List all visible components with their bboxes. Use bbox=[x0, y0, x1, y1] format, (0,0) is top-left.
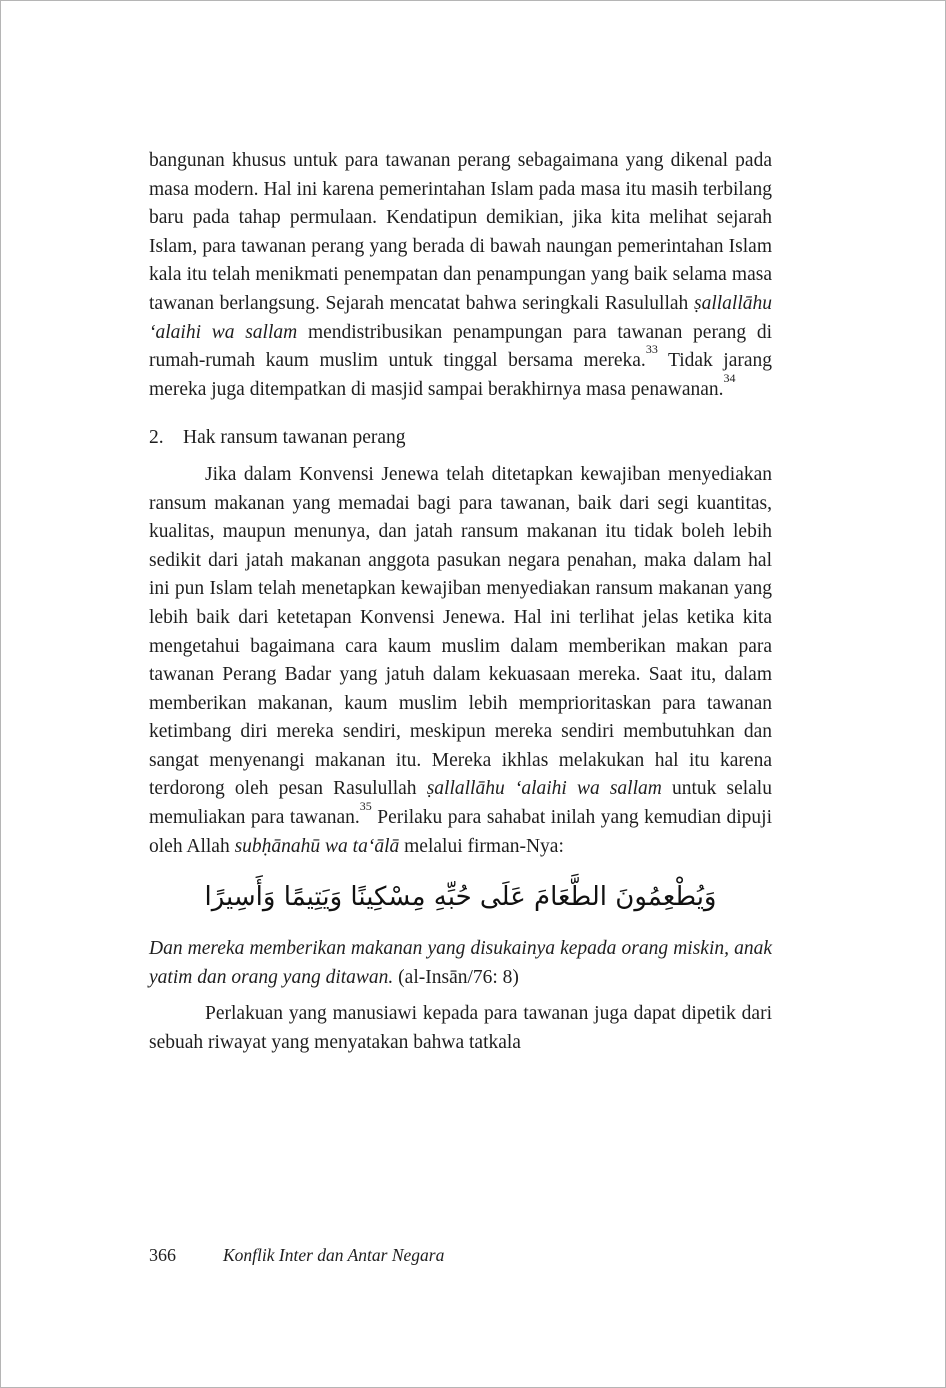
page-footer bbox=[149, 1245, 772, 1266]
transliteration-phrase: ṣallallāhu ‘alaihi wa sallam bbox=[149, 292, 772, 343]
section-title: Hak ransum tawanan perang bbox=[183, 427, 406, 449]
footnote-ref-34: 34 bbox=[723, 370, 736, 385]
page-number: 366 bbox=[149, 1245, 176, 1265]
text-run: bangunan khusus untuk para tawanan perang sebagaimana yang dikenal pada masa modern. Hal ini karena pemerintahan Islam pada masa itu masih terbilang baru pada tahap permulaan. Kendatipun demikian, jika kita melihat sejarah Islam, para tawanan perang yang berada di bawah naungan pemerintahan Islam kala itu telah menikmati penempatan dan penampungan yang baik selama masa tawanan berlangsung. Sejarah mencatat bahwa seringkali Rasulullah bbox=[149, 150, 772, 314]
section-number: 2. bbox=[149, 427, 164, 449]
running-title: Konflik Inter dan Antar Negara bbox=[223, 1245, 445, 1265]
page-content bbox=[149, 147, 772, 1058]
text-run: Jika dalam Konvensi Jenewa telah ditetapkan kewajiban menyediakan ransum makanan yang memadai bagi para tawanan, baik dari segi kuantitas, kualitas, maupun menunya, dan jatah ransum makanan itu tidak boleh lebih sedikit dari jatah makanan anggota pasukan negara penahan, maka dalam hal ini pun Islam telah menetapkan kewajiban menyediakan ransum makanan yang lebih baik dari ketetapan Konvensi Jenewa. Hal ini terlihat jelas ketika kita mengetahui bagaimana cara kaum muslim dalam memberikan makan para tawanan Perang Badar yang jatuh dalam kekuasaan mereka. Saat itu, dalam memberikan makanan, kaum muslim lebih memprioritaskan para tawanan ketimbang diri mereka sendiri, meskipun mereka sendiri membutuhkan dan sangat menyenangi makanan itu. Mereka ikhlas melakukan hal itu karena terdorong oleh pesan Rasulullah bbox=[149, 463, 772, 800]
text-run: Perilaku para sahabat inilah yang kemudian dipuji oleh Allah bbox=[149, 807, 772, 857]
paragraph-2 bbox=[149, 461, 772, 861]
arabic-verse: وَيُطْعِمُونَ الطَّعَامَ عَلَى حُبِّهِ مِسْكِينًا وَيَتِيمًا وَأَسِيرًا bbox=[204, 882, 717, 913]
text-run: melalui firman-Nya: bbox=[399, 835, 564, 857]
footnote-ref-33: 33 bbox=[645, 342, 658, 357]
footnote-ref-35: 35 bbox=[359, 799, 372, 814]
text-run: Tidak jarang mereka juga ditempatkan di masjid sampai berakhirnya masa penawanan. bbox=[149, 350, 772, 400]
text-run: Perlakuan yang manusiawi kepada para tawanan juga dapat dipetik dari sebuah riwayat yang menyatakan bahwa tatkala bbox=[149, 1003, 772, 1054]
translation-text: Dan mereka memberikan makanan yang disukainya kepada orang miskin, anak yatim dan orang yang ditawan. bbox=[149, 938, 772, 988]
text-run: untuk selalu memuliakan para tawanan. bbox=[149, 778, 772, 829]
paragraph-3 bbox=[149, 1000, 772, 1057]
transliteration-phrase: subḥānahū wa ta‘ālā bbox=[234, 835, 400, 857]
text-run: mendistribusikan penampungan para tawanan perang di rumah-rumah kaum muslim untuk tinggal bersama mereka. bbox=[149, 321, 772, 372]
paragraph-continuation bbox=[149, 147, 772, 404]
verse-translation bbox=[149, 935, 772, 992]
transliteration-phrase: ṣallallāhu ‘alaihi wa sallam bbox=[426, 778, 662, 800]
section-heading bbox=[149, 424, 772, 453]
verse-reference: (al-Insān/76: 8) bbox=[398, 966, 519, 988]
